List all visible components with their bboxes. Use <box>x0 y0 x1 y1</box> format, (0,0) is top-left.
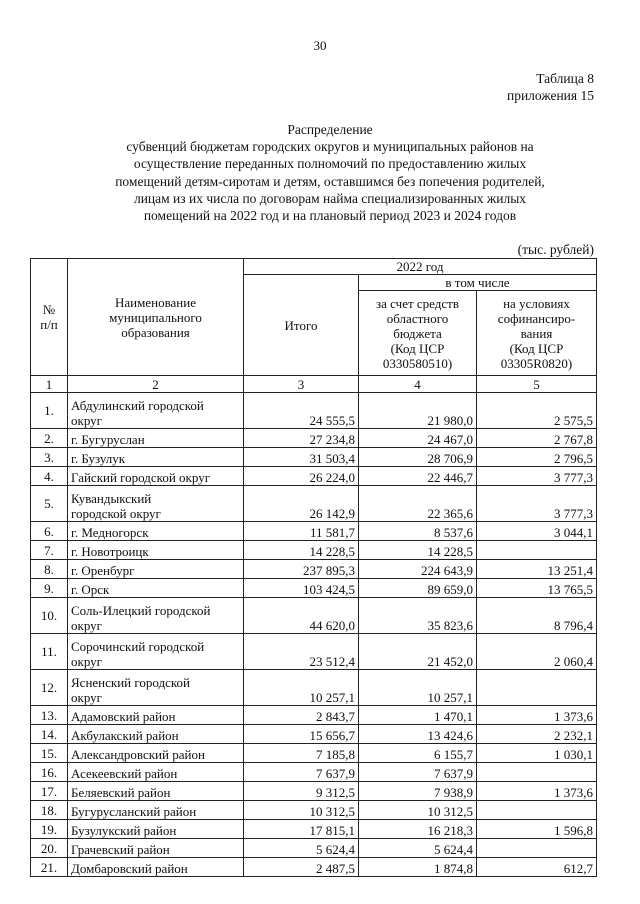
total-value: 10 257,1 <box>244 670 359 706</box>
regional-value: 22 365,6 <box>359 486 477 522</box>
cofin-value: 612,7 <box>477 858 597 877</box>
municipality-name-line: Александровский район <box>71 747 205 762</box>
cofin-value: 2 232,1 <box>477 725 597 744</box>
row-number: 1. <box>31 393 68 429</box>
cofin-value: 2 796,5 <box>477 448 597 467</box>
total-value: 237 895,3 <box>244 560 359 579</box>
row-number: 12. <box>31 670 68 706</box>
header-regional-budget: за счет средств областного бюджета (Код ЦСР 0330580510) <box>359 291 477 376</box>
municipality-name-line: Адамовский район <box>71 709 176 724</box>
regional-value: 35 823,6 <box>359 598 477 634</box>
title-line: Распределение <box>287 122 373 137</box>
table-row <box>31 522 597 541</box>
table-row <box>31 725 597 744</box>
row-number: 11. <box>31 634 68 670</box>
municipality-name <box>68 429 244 448</box>
municipality-name <box>68 744 244 763</box>
table-row <box>31 579 597 598</box>
total-value: 2 487,5 <box>244 858 359 877</box>
municipality-name-line: Ясненский городской <box>71 675 191 690</box>
municipality-name <box>68 670 244 706</box>
municipality-name-line: Бугурусланский район <box>71 804 197 819</box>
row-number: 6. <box>31 522 68 541</box>
regional-value: 5 624,4 <box>359 839 477 858</box>
municipality-name <box>68 725 244 744</box>
municipality-name-line: округ <box>71 618 102 633</box>
municipality-name <box>68 706 244 725</box>
header-including: в том числе <box>359 275 597 291</box>
regional-value: 6 155,7 <box>359 744 477 763</box>
municipality-name-line: Асекеевский район <box>71 766 178 781</box>
regional-value: 10 257,1 <box>359 670 477 706</box>
municipality-name <box>68 801 244 820</box>
page-number: 30 <box>313 38 327 53</box>
municipality-name-line: округ <box>71 413 102 428</box>
municipality-name-line: г. Оренбург <box>71 563 135 578</box>
row-number: 20. <box>31 839 68 858</box>
municipality-name-line: г. Бузулук <box>71 451 126 466</box>
regional-value: 7 938,9 <box>359 782 477 801</box>
row-number: 5. <box>31 486 68 522</box>
column-index: 4 <box>359 376 477 393</box>
row-number: 8. <box>31 560 68 579</box>
units-label: (тыс. рублей) <box>517 242 594 257</box>
row-number: 21. <box>31 858 68 877</box>
municipality-name <box>68 782 244 801</box>
cofin-value <box>477 541 597 560</box>
table-row <box>31 801 597 820</box>
regional-value: 224 643,9 <box>359 560 477 579</box>
table-ref-line-2: приложения 15 <box>506 88 594 103</box>
table-ref-line-1: Таблица 8 <box>536 71 594 86</box>
municipality-name <box>68 467 244 486</box>
municipality-name-line: Абдулинский городской <box>71 398 204 413</box>
municipality-name-line: Беляевский район <box>71 785 171 800</box>
municipality-name-line: Гайский городской округ <box>71 470 211 485</box>
municipality-name <box>68 448 244 467</box>
cofin-value: 13 765,5 <box>477 579 597 598</box>
regional-value: 16 218,3 <box>359 820 477 839</box>
municipality-name-line: г. Бугуруслан <box>71 432 145 447</box>
total-value: 23 512,4 <box>244 634 359 670</box>
table-row <box>31 560 597 579</box>
cofin-value: 3 777,3 <box>477 486 597 522</box>
table-row <box>31 820 597 839</box>
column-index: 2 <box>68 376 244 393</box>
total-value: 5 624,4 <box>244 839 359 858</box>
table-body <box>31 393 597 877</box>
row-number: 3. <box>31 448 68 467</box>
table-row <box>31 858 597 877</box>
total-value: 44 620,0 <box>244 598 359 634</box>
municipality-name <box>68 486 244 522</box>
total-value: 10 312,5 <box>244 801 359 820</box>
regional-value: 21 980,0 <box>359 393 477 429</box>
municipality-name-line: Бузулукский район <box>71 823 177 838</box>
row-number: 14. <box>31 725 68 744</box>
municipality-name <box>68 634 244 670</box>
row-number: 4. <box>31 467 68 486</box>
municipality-name <box>68 522 244 541</box>
cofin-value: 13 251,4 <box>477 560 597 579</box>
total-value: 7 185,8 <box>244 744 359 763</box>
regional-value: 14 228,5 <box>359 541 477 560</box>
municipality-name-line: г. Новотроицк <box>71 544 149 559</box>
title-line: осуществление переданных полномочий по предоставлению жилых <box>133 156 527 172</box>
regional-value: 89 659,0 <box>359 579 477 598</box>
row-number: 18. <box>31 801 68 820</box>
total-value: 31 503,4 <box>244 448 359 467</box>
municipality-name-line: г. Орск <box>71 582 110 597</box>
cofin-value <box>477 839 597 858</box>
row-number: 19. <box>31 820 68 839</box>
municipality-name-line: Сорочинский городской <box>71 639 205 654</box>
table-row <box>31 782 597 801</box>
column-index: 1 <box>31 376 68 393</box>
title-line: помещений на 2022 год и на плановый период 2023 и 2024 годов <box>143 208 517 224</box>
total-value: 24 555,5 <box>244 393 359 429</box>
municipality-name <box>68 839 244 858</box>
header-year: 2022 год <box>244 259 597 275</box>
title-line: лицам из их числа по договорам найма специализированных жилых <box>133 190 527 206</box>
row-number: 9. <box>31 579 68 598</box>
table-row <box>31 634 597 670</box>
row-number: 2. <box>31 429 68 448</box>
municipality-name <box>68 541 244 560</box>
header-cofinancing: на условиях софинансиро- вания (Код ЦСР 03305R0820) <box>477 291 597 376</box>
cofin-value <box>477 801 597 820</box>
cofin-value: 2 575,5 <box>477 393 597 429</box>
regional-value: 1 874,8 <box>359 858 477 877</box>
row-number: 13. <box>31 706 68 725</box>
municipality-name <box>68 598 244 634</box>
municipality-name <box>68 763 244 782</box>
table-reference <box>507 70 594 104</box>
cofin-value: 1 373,6 <box>477 782 597 801</box>
total-value: 14 228,5 <box>244 541 359 560</box>
cofin-value: 8 796,4 <box>477 598 597 634</box>
regional-value: 1 470,1 <box>359 706 477 725</box>
total-value: 26 142,9 <box>244 486 359 522</box>
row-number: 17. <box>31 782 68 801</box>
total-value: 15 656,7 <box>244 725 359 744</box>
regional-value: 13 424,6 <box>359 725 477 744</box>
municipality-name-line: Акбулакский район <box>71 728 179 743</box>
table-row <box>31 670 597 706</box>
cofin-value: 1 030,1 <box>477 744 597 763</box>
regional-value: 7 637,9 <box>359 763 477 782</box>
regional-value: 24 467,0 <box>359 429 477 448</box>
table-row <box>31 763 597 782</box>
regional-value: 28 706,9 <box>359 448 477 467</box>
column-index: 3 <box>244 376 359 393</box>
regional-value: 10 312,5 <box>359 801 477 820</box>
municipality-name <box>68 858 244 877</box>
municipality-name <box>68 579 244 598</box>
total-value: 2 843,7 <box>244 706 359 725</box>
table-row <box>31 429 597 448</box>
distribution-table <box>30 258 597 877</box>
table-row <box>31 706 597 725</box>
municipality-name <box>68 393 244 429</box>
cofin-value: 1 373,6 <box>477 706 597 725</box>
table-row <box>31 448 597 467</box>
cofin-value: 1 596,8 <box>477 820 597 839</box>
municipality-name-line: г. Медногорск <box>71 525 149 540</box>
municipality-name-line: Кувандыкский <box>71 491 152 506</box>
row-number: 10. <box>31 598 68 634</box>
total-value: 26 224,0 <box>244 467 359 486</box>
regional-value: 21 452,0 <box>359 634 477 670</box>
row-number: 7. <box>31 541 68 560</box>
header-municipality: Наименование муниципального образования <box>68 259 244 376</box>
total-value: 11 581,7 <box>244 522 359 541</box>
table-row <box>31 598 597 634</box>
total-value: 17 815,1 <box>244 820 359 839</box>
cofin-value: 2 060,4 <box>477 634 597 670</box>
municipality-name-line: округ <box>71 654 102 669</box>
table-row <box>31 467 597 486</box>
table-row <box>31 744 597 763</box>
column-index-row <box>31 376 597 393</box>
total-value: 27 234,8 <box>244 429 359 448</box>
cofin-value: 3 777,3 <box>477 467 597 486</box>
title-line: субвенций бюджетам городских округов и муниципальных районов на <box>126 139 534 155</box>
total-value: 9 312,5 <box>244 782 359 801</box>
table-row <box>31 393 597 429</box>
document-title <box>80 121 580 224</box>
municipality-name-line: городской округ <box>71 506 161 521</box>
total-value: 103 424,5 <box>244 579 359 598</box>
municipality-name-line: округ <box>71 690 102 705</box>
regional-value: 8 537,6 <box>359 522 477 541</box>
title-line: помещений детям-сиротам и детям, оставшимся без попечения родителей, <box>115 173 545 189</box>
table-row <box>31 486 597 522</box>
total-value: 7 637,9 <box>244 763 359 782</box>
cofin-value: 3 044,1 <box>477 522 597 541</box>
table-row <box>31 839 597 858</box>
header-number: № п/п <box>31 259 68 376</box>
municipality-name <box>68 560 244 579</box>
municipality-name-line: Грачевский район <box>71 842 170 857</box>
header-total: Итого <box>244 275 359 376</box>
municipality-name <box>68 820 244 839</box>
column-index: 5 <box>477 376 597 393</box>
row-number: 15. <box>31 744 68 763</box>
regional-value: 22 446,7 <box>359 467 477 486</box>
table-row <box>31 541 597 560</box>
cofin-value <box>477 670 597 706</box>
municipality-name-line: Соль-Илецкий городской <box>71 603 211 618</box>
cofin-value: 2 767,8 <box>477 429 597 448</box>
row-number: 16. <box>31 763 68 782</box>
cofin-value <box>477 763 597 782</box>
municipality-name-line: Домбаровский район <box>71 861 188 876</box>
